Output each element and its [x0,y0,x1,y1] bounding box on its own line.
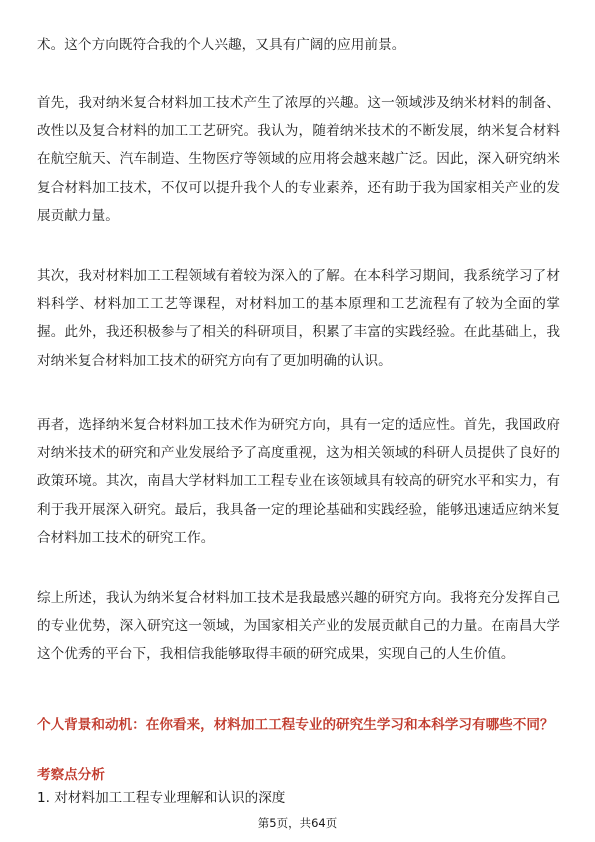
body-paragraph: 首先，我对纳米复合材料加工技术产生了浓厚的兴趣。这一领域涉及纳米材料的制备、改性以及复合材料的加工工艺研究。我认为，随着纳米技术的不断发展，纳米复合材料在航空航天、汽车制造、生物医疗等领域的应用将会越来越广泛。因此，深入研究纳米复合材料加工技术，不仅可以提升我个人的专业素养，还有助于我为国家相关产业的发展贡献力量。 [37,95,560,224]
page-number-footer: 第5页，共64页 [257,816,338,830]
body-paragraph: 综上所述，我认为纳米复合材料加工技术是我最感兴趣的研究方向。我将充分发挥自己的专业优势，深入研究这一领域，为国家相关产业的发展贡献自己的力量。在南昌大学这个优秀的平台下，我相信我能够取得丰硕的研究成果，实现自己的人生价值。 [37,590,560,663]
analysis-heading: 考察点分析 [37,767,105,783]
analysis-list-item: 1. 对材料加工工程专业理解和认识的深度 [37,790,286,806]
body-paragraph: 术。这个方向既符合我的个人兴趣，又具有广阔的应用前景。 [37,37,406,53]
interview-question: 个人背景和动机：在你看来，材料加工工程专业的研究生学习和本科学习有哪些不同？ [37,717,554,733]
body-paragraph: 其次，我对材料加工工程领域有着较为深入的了解。在本科学习期间，我系统学习了材料科学、材料加工工艺等课程，对材料加工的基本原理和工艺流程有了较为全面的掌握。此外，我还积极参与了相关的科研项目，积累了丰富的实践经验。在此基础上，我对纳米复合材料加工技术的研究方向有了更加明确的认识。 [37,268,560,369]
body-paragraph: 再者，选择纳米复合材料加工技术作为研究方向，具有一定的适应性。首先，我国政府对纳米技术的研究和产业发展给予了高度重视，这为相关领域的科研人员提供了良好的政策环境。其次，南昌大学材料加工工程专业在该领域具有较高的研究水平和实力，有利于我开展深入研究。最后，我具备一定的理论基础和实践经验，能够迅速适应纳米复合材料加工技术的研究工作。 [37,417,560,546]
